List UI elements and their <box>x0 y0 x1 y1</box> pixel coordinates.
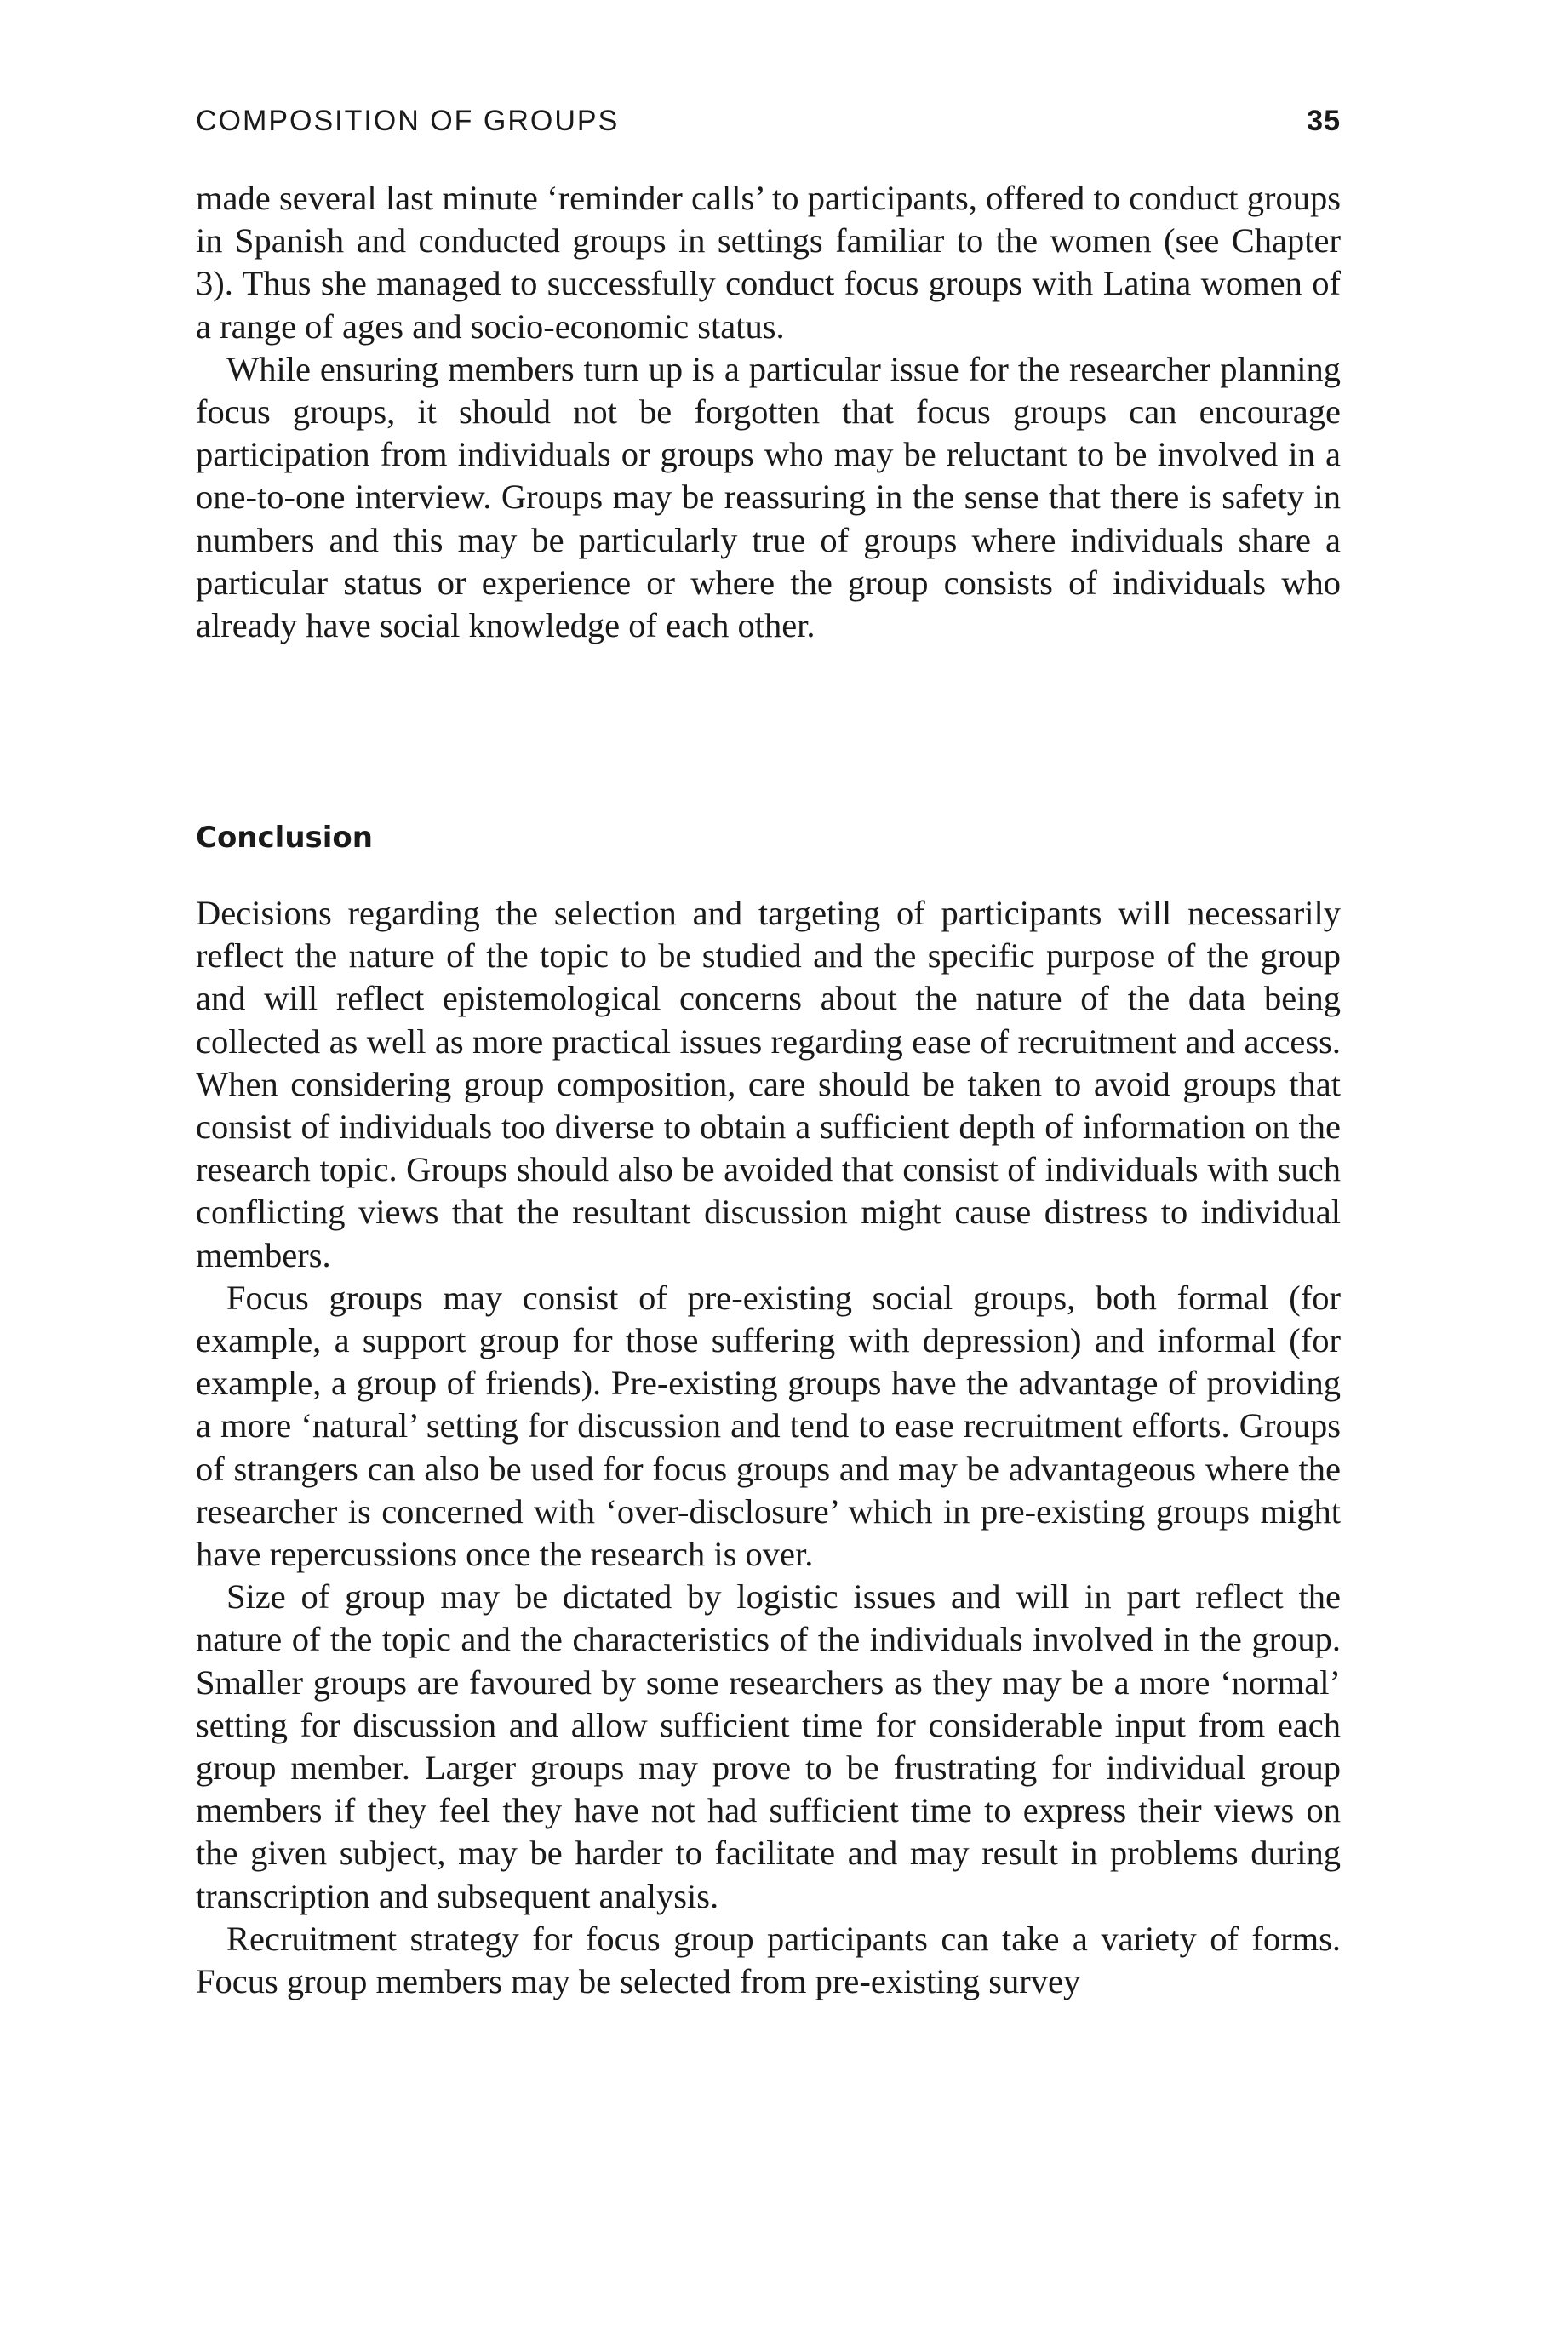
paragraph: While ensuring members turn up is a particular issue for the researcher planning focus groups, it should not be forgotten that focus groups can encourage participation from individuals or groups who may be reluctant to be involved in a one-to-one interview. Groups may be reassuring in the sense that there is safety in numbers and this may be particularly true of groups where individuals share a particular status or experience or where the group consists of individuals who already have social knowledge of each other. <box>196 349 1341 645</box>
running-title: COMPOSITION OF GROUPS <box>196 105 620 137</box>
page-number: 35 <box>1307 105 1341 137</box>
paragraph-continuation: made several last minute ‘reminder calls’ to participants, offered to conduct groups in Spanish and conducted groups in settings familiar to the women (see Chapter 3). Thus she managed to successfully conduct focus groups with Latina women of a range of ages and socio-economic status. <box>196 179 1341 346</box>
paragraph: Focus groups may consist of pre-existing social groups, both formal (for example, a support group for those suffering with depression) and informal (for example, a group of friends). Pre-existing groups have the advantage of providing a more ‘natural’ setting for discussion and tend to ease recruitment efforts. Groups of strangers can also be used for focus groups and may be advantageous where the researcher is concerned with ‘over-disclosure’ which in pre-existing groups might have repercussions once the research is over. <box>196 1278 1341 1574</box>
body-text-conclusion <box>196 892 1341 2003</box>
paragraph: Recruitment strategy for focus group participants can take a variety of forms. Focus group members may be selected from pre-existing survey <box>196 1919 1341 2001</box>
body-text-section-one <box>196 177 1341 647</box>
running-head <box>196 100 1341 141</box>
paragraph: Size of group may be dictated by logistic issues and will in part reflect the nature of the topic and the characteristics of the individuals involved in the group. Smaller groups are favoured by some researchers as they may be a more ‘normal’ setting for discussion and allow sufficient time for considerable input from each group member. Larger groups may prove to be frustrating for individual group members if they feel they have not had sufficient time to express their views on the given subject, may be harder to facilitate and may result in problems during transcription and subsequent analysis. <box>196 1577 1341 1915</box>
paragraph: Decisions regarding the selection and targeting of participants will necessarily reflect the nature of the topic to be studied and the specific purpose of the group and will reflect epistemological concerns about the nature of the data being collected as well as more practical issues regarding ease of recruitment and access. When considering group composition, care should be taken to avoid groups that consist of individuals too diverse to obtain a sufficient depth of information on the research topic. Groups should also be avoided that consist of individuals with such conflicting views that the resultant discussion might cause distress to individual members. <box>196 894 1341 1274</box>
section-heading-conclusion: Conclusion <box>196 821 373 855</box>
